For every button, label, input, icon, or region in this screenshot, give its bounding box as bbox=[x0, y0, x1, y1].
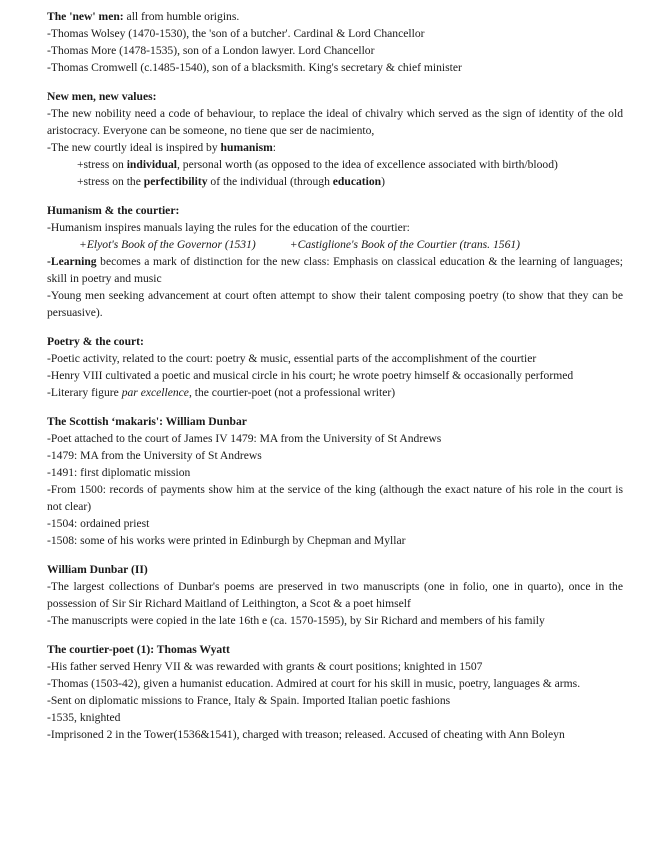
text-line: -The largest collections of Dunbar's poems are preserved in two manuscripts (one in folio, one in quarto), once in the possession of Sir Sir Richard Maitland of Leithington, a Scot & a poet himself bbox=[47, 580, 623, 610]
text-run: , personal worth (as opposed to the idea of excellence associated with birth/blood) bbox=[176, 158, 558, 171]
text-line bbox=[47, 173, 623, 190]
book-title: +Castiglione's Book of the Courtier (trans. 1561) bbox=[289, 238, 521, 251]
section-wyatt bbox=[47, 641, 623, 743]
text-line: -Poetic activity, related to the court: poetry & music, essential parts of the accomplishment of the courtier bbox=[47, 352, 537, 365]
book-title: +Elyot's Book of the Governor (1531) bbox=[79, 238, 256, 251]
section-heading: New men, new values: bbox=[47, 90, 157, 103]
document-page bbox=[47, 8, 623, 755]
text-line: -1508: some of his works were printed in Edinburgh by Chepman and Myllar bbox=[47, 534, 406, 547]
text-run: +stress on the bbox=[77, 175, 144, 188]
text-line: -1504: ordained priest bbox=[47, 517, 150, 530]
section-dunbar bbox=[47, 413, 623, 549]
text-line: -Young men seeking advancement at court often attempt to show their talent composing poetry (to show that they can be persuasive). bbox=[47, 289, 623, 319]
section-heading: The 'new' men: bbox=[47, 10, 124, 23]
text-line bbox=[47, 156, 623, 173]
text-run: of the individual (through bbox=[207, 175, 333, 188]
text-line: -The new nobility need a code of behaviour, to replace the ideal of chivalry which served as the sign of identity of the old aristocracy. Everyone can be someone, no tiene que ser de nacimiento, bbox=[47, 107, 623, 137]
text-run: , the courtier-poet (not a professional writer) bbox=[188, 386, 396, 399]
text-line: -Poet attached to the court of James IV 1479: MA from the University of St Andrews bbox=[47, 432, 442, 445]
section-heading: William Dunbar (II) bbox=[47, 563, 148, 576]
italic-term: par excellence bbox=[121, 386, 189, 399]
text-line: -Thomas Cromwell (c.1485-1540), son of a blacksmith. King's secretary & chief minister bbox=[47, 61, 462, 74]
text-run: -The new courtly ideal is inspired by bbox=[47, 141, 221, 154]
text-run: : bbox=[272, 141, 276, 154]
text-line: -From 1500: records of payments show him at the service of the king (although the exact nature of his role in the court is not clear) bbox=[47, 483, 623, 513]
text-line bbox=[47, 139, 623, 156]
bold-term: humanism bbox=[220, 141, 273, 154]
text-line bbox=[47, 384, 623, 401]
section-heading-line bbox=[47, 8, 623, 25]
text-line: -Sent on diplomatic missions to France, Italy & Spain. Imported Italian poetic fashions bbox=[47, 694, 451, 707]
text-line: -1535, knighted bbox=[47, 711, 121, 724]
heading-rest: all from humble origins. bbox=[123, 10, 240, 23]
section-heading: Poetry & the court: bbox=[47, 335, 144, 348]
text-line: -His father served Henry VII & was rewarded with grants & court positions; knighted in 1507 bbox=[47, 660, 483, 673]
text-run: becomes a mark of distinction for the new class: Emphasis on classical education & the learning of languages; skill in poetry and music bbox=[47, 255, 623, 285]
text-line: -Imprisoned 2 in the Tower(1536&1541), charged with treason; released. Accused of cheating with Ann Boleyn bbox=[47, 728, 565, 741]
section-heading: Humanism & the courtier: bbox=[47, 204, 180, 217]
text-line: -1491: first diplomatic mission bbox=[47, 466, 191, 479]
bold-term: individual bbox=[126, 158, 177, 171]
text-line bbox=[47, 236, 623, 253]
text-line: -The manuscripts were copied in the late 16th e (ca. 1570-1595), by Sir Richard and members of his family bbox=[47, 614, 545, 627]
text-line: -Henry VIII cultivated a poetic and musical circle in his court; he wrote poetry himself & occasionally performed bbox=[47, 369, 574, 382]
text-line: -Thomas More (1478-1535), son of a London lawyer. Lord Chancellor bbox=[47, 44, 375, 57]
text-line: -Thomas (1503-42), given a humanist education. Admired at court for his skill in music, poetry, languages & arms. bbox=[47, 677, 581, 690]
text-run: -Literary figure bbox=[47, 386, 122, 399]
text-line: -Thomas Wolsey (1470-1530), the 'son of a butcher'. Cardinal & Lord Chancellor bbox=[47, 27, 425, 40]
section-heading: The Scottish ‘makaris': William Dunbar bbox=[47, 415, 247, 428]
section-new-values bbox=[47, 88, 623, 190]
text-line bbox=[47, 253, 623, 287]
bold-term: -Learning bbox=[47, 255, 97, 268]
section-dunbar-ii bbox=[47, 561, 623, 629]
text-run: +stress on bbox=[77, 158, 127, 171]
bold-term: perfectibility bbox=[143, 175, 208, 188]
text-run: ) bbox=[381, 175, 385, 188]
text-line: -1479: MA from the University of St Andrews bbox=[47, 449, 262, 462]
text-line: -Humanism inspires manuals laying the rules for the education of the courtier: bbox=[47, 221, 410, 234]
section-new-men bbox=[47, 8, 623, 76]
section-humanism-courtier bbox=[47, 202, 623, 321]
section-heading: The courtier-poet (1): Thomas Wyatt bbox=[47, 643, 230, 656]
section-poetry-court bbox=[47, 333, 623, 401]
bold-term: education bbox=[332, 175, 382, 188]
